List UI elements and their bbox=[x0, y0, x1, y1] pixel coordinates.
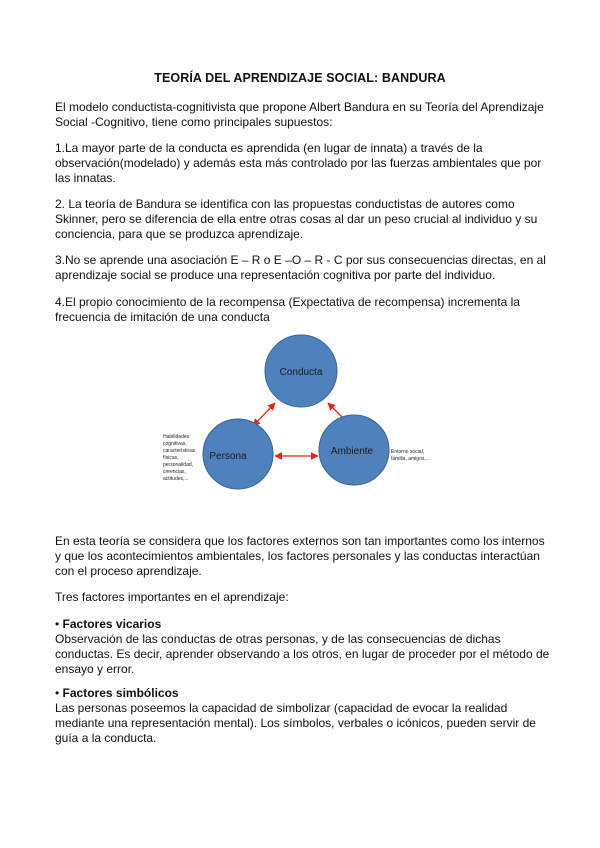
symbolic-heading: Factores simbólicos bbox=[62, 686, 179, 700]
vicarious-heading: Factores vicarios bbox=[62, 617, 162, 631]
factors-intro: Tres factores importantes en el aprendizaje: bbox=[55, 590, 289, 604]
symbolic-text: Las personas poseemos la capacidad de simbolizar (capacidad de evocar la realidad mediante una representación mental). Los símbolos, verbales o icónicos, pueden servir de guía a la conducta. bbox=[55, 701, 536, 745]
bullet: • bbox=[55, 686, 60, 700]
after-diagram-paragraph: En esta teoría se considera que los factores externos son tan importantes como los internos y que los acontecimientos ambientales, los factores personales y las conductas interactúan con el proceso aprendizaje. bbox=[55, 534, 545, 578]
persona-note: actitudes,... bbox=[163, 476, 189, 482]
ambiente-note: Entorno social, bbox=[391, 449, 425, 455]
bullet: • bbox=[55, 617, 60, 631]
conducta-label: Conducta bbox=[279, 367, 323, 378]
arrow-conducta-persona bbox=[253, 403, 275, 426]
ambiente-note: familia, amigos,... bbox=[391, 456, 430, 462]
persona-note: físicas, bbox=[163, 455, 179, 461]
vicarious-text: Observación de las conductas de otras personas, y de las consecuencias de dichas conductas. Es decir, aprender observando a los otros, en lugar de proceder por el método de ensayo y error. bbox=[55, 632, 550, 676]
symbolic-heading-line bbox=[55, 686, 550, 701]
document-title: TEORÍA DEL APRENDIZAJE SOCIAL: BANDURA bbox=[154, 71, 446, 85]
vicarious-heading-line bbox=[55, 617, 550, 632]
persona-notes bbox=[163, 434, 196, 482]
vicarious-factor-section bbox=[55, 617, 550, 677]
persona-note: creencias, bbox=[163, 469, 186, 475]
point-3-paragraph: 3.No se aprende una asociación E – R o E –O – R - C por sus consecuencias directas, en al aprendizaje social se produce una representación cognitiva por parte del individuo. bbox=[55, 253, 546, 282]
ambiente-label: Ambiente bbox=[330, 446, 374, 457]
persona-note: Habilidades bbox=[163, 434, 190, 440]
persona-note: características bbox=[163, 448, 196, 454]
intro-paragraph: El modelo conductista-cognitivista que propone Albert Bandura en su Teoría del Aprendizaje Social -Cognitivo, tiene como principales supuestos: bbox=[55, 100, 544, 129]
symbolic-factor-section bbox=[55, 686, 550, 746]
persona-note: cognitivas, bbox=[163, 441, 187, 447]
persona-label: Persona bbox=[209, 451, 247, 462]
point-1-paragraph: 1.La mayor parte de la conducta es aprendida (en lugar de innata) a través de la observación(modelado) y además esta más controlado por las fuerzas ambientales que por las innatas. bbox=[55, 141, 542, 185]
persona-note: personalidad, bbox=[163, 462, 194, 468]
point-2-paragraph: 2. La teoría de Bandura se identifica con las propuestas conductistas de autores como Skinner, pero se diferencia de ella entre otras cosas al dar un peso crucial al individuo y su conciencia, para que se produzca aprendizaje. bbox=[55, 197, 538, 241]
point-4-paragraph: 4.El propio conocimiento de la recompensa (Expectativa de recompensa) incrementa la frecuencia de imitación de una conducta bbox=[55, 295, 520, 324]
ambiente-notes bbox=[391, 449, 430, 462]
